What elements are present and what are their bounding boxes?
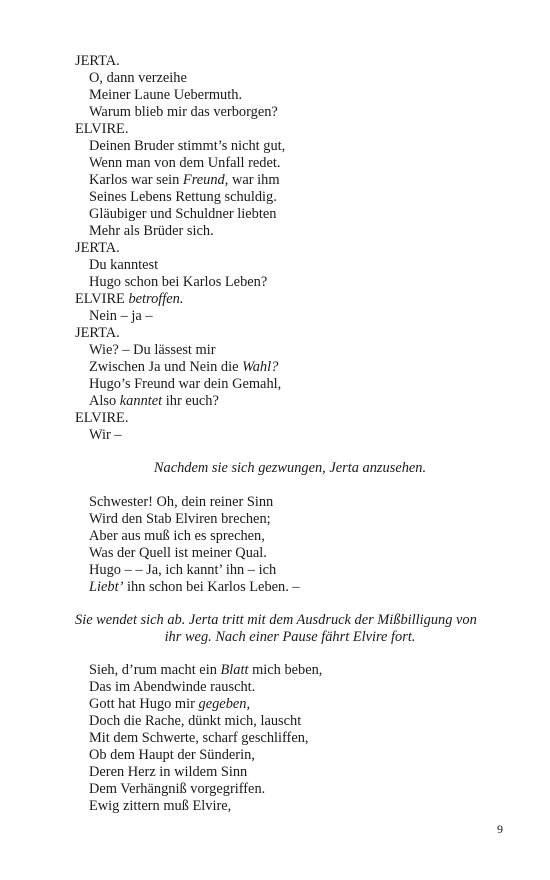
verse-line bbox=[89, 274, 267, 291]
verse-line bbox=[89, 662, 322, 679]
verse-line bbox=[89, 679, 255, 696]
verse-line bbox=[89, 189, 277, 206]
text-segment: Hugo – – Ja, ich kannt’ ihn – ich bbox=[89, 562, 277, 578]
verse-line bbox=[89, 155, 280, 172]
verse-line bbox=[89, 206, 276, 223]
text-segment: Nein – ja – bbox=[89, 308, 153, 324]
stage-direction-line bbox=[75, 612, 477, 629]
text-segment: JERTA. bbox=[75, 325, 120, 341]
text-segment: Doch die Rache, dünkt mich, lauscht bbox=[89, 713, 302, 729]
italic-text: Freund, bbox=[182, 172, 229, 188]
text-segment: Zwischen Ja und Nein die bbox=[89, 359, 243, 375]
text-segment: ihn schon bei Karlos Leben. – bbox=[123, 579, 300, 595]
text-segment: Hugo schon bei Karlos Leben? bbox=[89, 274, 268, 290]
text-segment: Hugo’s Freund war dein Gemahl, bbox=[89, 376, 282, 392]
verse-line bbox=[89, 713, 301, 730]
text-segment: Aber aus muß ich es sprechen, bbox=[89, 528, 265, 544]
verse-line bbox=[89, 376, 281, 393]
verse-line bbox=[89, 562, 276, 579]
text-segment: Ob dem Haupt der Sünderin, bbox=[89, 747, 255, 763]
verse-line bbox=[89, 172, 280, 189]
text-segment: Gott hat Hugo mir bbox=[89, 696, 199, 712]
verse-line bbox=[89, 359, 278, 376]
text-segment: Mehr als Brüder sich. bbox=[89, 223, 214, 239]
verse-line bbox=[89, 579, 300, 596]
speaker-line bbox=[75, 410, 128, 427]
verse-line bbox=[89, 730, 309, 747]
speaker-line bbox=[75, 121, 128, 138]
italic-text: Blatt bbox=[220, 662, 249, 678]
stage-direction-line bbox=[75, 629, 505, 646]
text-segment: Meiner Laune Uebermuth. bbox=[89, 87, 243, 103]
verse-line bbox=[89, 696, 250, 713]
text-segment: ihr euch? bbox=[162, 393, 219, 409]
verse-line bbox=[89, 747, 255, 764]
verse-line bbox=[89, 342, 216, 359]
text-segment: Wird den Stab Elviren brechen; bbox=[89, 511, 271, 527]
verse-line bbox=[89, 70, 187, 87]
text-segment: Gläubiger und Schuldner liebten bbox=[89, 206, 277, 222]
verse-line bbox=[89, 528, 265, 545]
verse-line bbox=[89, 764, 247, 781]
page-number: 9 bbox=[497, 822, 503, 836]
text-segment: Wie? – Du lässest mir bbox=[89, 342, 216, 358]
verse-line bbox=[89, 798, 231, 815]
italic-text: Nachdem sie sich gezwungen, Jerta anzusehen. bbox=[153, 460, 427, 476]
verse-line bbox=[89, 494, 273, 511]
italic-text: kanntet bbox=[119, 393, 163, 409]
text-segment: ELVIRE. bbox=[75, 121, 129, 137]
verse-line bbox=[89, 511, 271, 528]
verse-line bbox=[89, 257, 158, 274]
text-segment: Dem Verhängniß vorgegriffen. bbox=[89, 781, 266, 797]
text-segment: O, dann verzeihe bbox=[89, 70, 187, 86]
text-segment: Schwester! Oh, dein reiner Sinn bbox=[89, 494, 274, 510]
verse-line bbox=[89, 87, 242, 104]
verse-line bbox=[89, 545, 267, 562]
text-segment: Mit dem Schwerte, scharf geschliffen, bbox=[89, 730, 309, 746]
italic-text: betroffen. bbox=[128, 291, 184, 307]
text-segment: mich beben, bbox=[248, 662, 323, 678]
text-segment: Du kanntest bbox=[89, 257, 159, 273]
text-segment: ELVIRE. bbox=[75, 410, 129, 426]
text-segment: ELVIRE bbox=[75, 291, 129, 307]
text-segment: Deren Herz in wildem Sinn bbox=[89, 764, 248, 780]
speaker-line bbox=[75, 291, 183, 308]
text-segment: war ihm bbox=[228, 172, 280, 188]
italic-text: Sie wendet sich ab. Jerta tritt mit dem Ausdruck der Mißbilligung von bbox=[75, 612, 477, 628]
speaker-line bbox=[75, 53, 120, 70]
verse-line bbox=[89, 781, 265, 798]
stage-direction-line bbox=[75, 460, 505, 477]
text-segment: Also bbox=[89, 393, 120, 409]
text-segment: Wir – bbox=[89, 427, 122, 443]
speaker-line bbox=[75, 325, 120, 342]
italic-text: Wahl? bbox=[242, 359, 279, 375]
text-segment: Wenn man von dem Unfall redet. bbox=[89, 155, 281, 171]
text-segment: Sieh, d’rum macht ein bbox=[89, 662, 221, 678]
verse-line bbox=[89, 223, 214, 240]
text-segment: Deinen Bruder stimmt’s nicht gut, bbox=[89, 138, 286, 154]
text-segment: JERTA. bbox=[75, 240, 120, 256]
italic-text: gegeben, bbox=[198, 696, 251, 712]
text-segment: Ewig zittern muß Elvire, bbox=[89, 798, 232, 814]
text-segment: Was der Quell ist meiner Qual. bbox=[89, 545, 267, 561]
verse-line bbox=[89, 308, 153, 325]
text-segment: Seines Lebens Rettung schuldig. bbox=[89, 189, 277, 205]
text-segment: JERTA. bbox=[75, 53, 120, 69]
italic-text: Liebt’ bbox=[89, 579, 124, 595]
verse-line bbox=[89, 138, 285, 155]
text-segment: Karlos war sein bbox=[89, 172, 183, 188]
verse-line bbox=[89, 104, 278, 121]
text-segment: Das im Abendwinde rauscht. bbox=[89, 679, 256, 695]
text-segment: Warum blieb mir das verborgen? bbox=[89, 104, 278, 120]
verse-line bbox=[89, 393, 219, 410]
verse-line bbox=[89, 427, 122, 444]
speaker-line bbox=[75, 240, 120, 257]
italic-text: ihr weg. Nach einer Pause fährt Elvire fort. bbox=[164, 629, 416, 645]
